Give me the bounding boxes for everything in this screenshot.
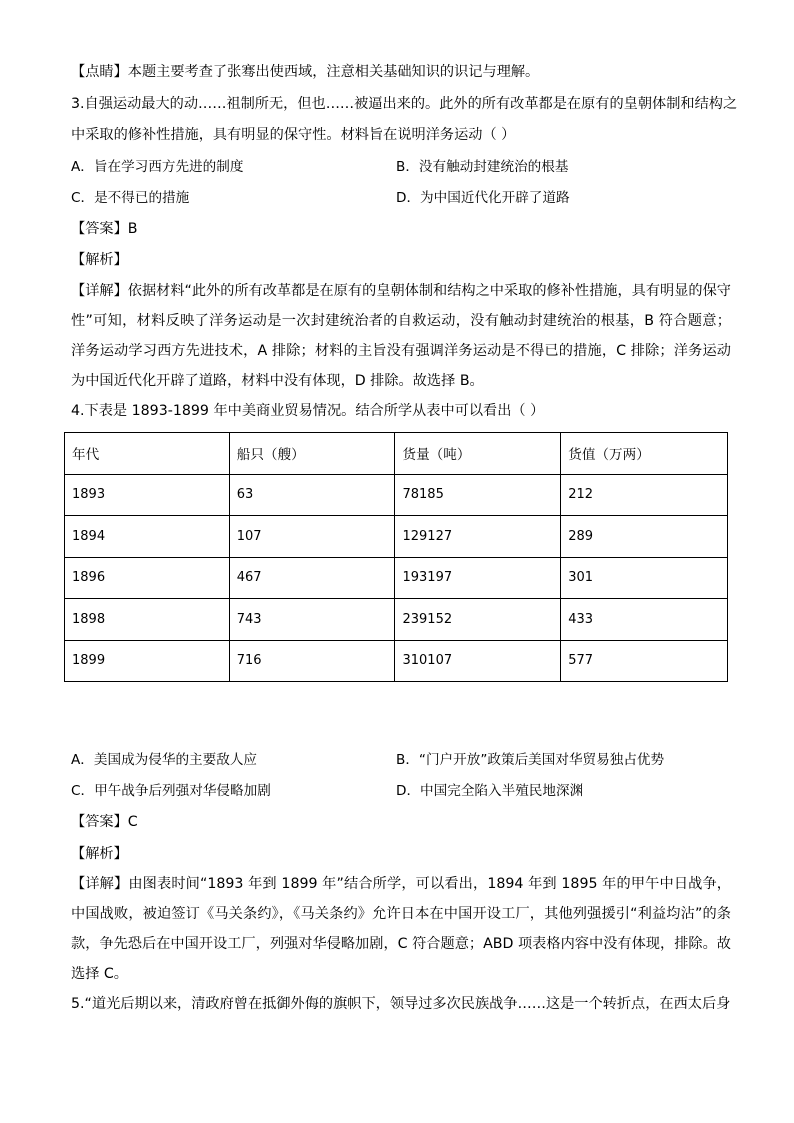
q4-option-c: C．甲午战争后列强对华侵略加剧 — [71, 783, 271, 799]
table-cell: 1894 — [65, 516, 230, 558]
table-cell: 289 — [561, 516, 728, 558]
table-header-row — [65, 433, 728, 475]
table-cell: 310107 — [395, 640, 561, 682]
table-cell: 716 — [229, 640, 395, 682]
q3-answer: 【答案】B — [71, 220, 138, 237]
table-header-cell: 货量（吨） — [395, 433, 561, 475]
q4-options-row-1 — [71, 750, 731, 770]
q3-option-a: A．旨在学习西方先进的制度 — [71, 158, 244, 175]
table-cell: 433 — [561, 599, 728, 641]
q3-options-row-2 — [71, 188, 731, 208]
table-row — [65, 474, 728, 516]
q3-options-row-1 — [71, 157, 731, 177]
q4-analysis-label: 【解析】 — [71, 845, 128, 862]
q5-stem-line-1: 5.“道光后期以来，清政府曾在抵御外侮的旗帜下，领导过多次民族战争……这是一个转折点，在西太后身 — [71, 996, 731, 1012]
table-cell: 1896 — [65, 557, 230, 599]
table-cell: 743 — [229, 599, 395, 641]
spacer — [71, 682, 731, 750]
trade-table — [64, 432, 728, 682]
table-row — [65, 599, 728, 641]
table-row — [65, 640, 728, 682]
table-cell: 193197 — [395, 557, 561, 599]
q3-analysis-label: 【解析】 — [71, 252, 128, 268]
q4-option-d: D．中国完全陷入半殖民地深渊 — [396, 783, 584, 799]
q3-option-b: B．没有触动封建统治的根基 — [396, 158, 569, 175]
table-header-cell: 年代 — [65, 433, 230, 475]
q3-option-d: D．为中国近代化开辟了道路 — [396, 189, 570, 206]
document-page — [71, 62, 738, 1026]
q3-stem-line-2: 中采取的修补性措施，具有明显的保守性。材料旨在说明洋务运动（ ） — [71, 127, 516, 143]
q3-option-c: C．是不得已的措施 — [71, 189, 190, 206]
q4-option-b: B．“门户开放”政策后美国对华贸易独占优势 — [396, 752, 665, 768]
table-row — [65, 557, 728, 599]
table-cell: 467 — [229, 557, 395, 599]
table-cell: 107 — [229, 516, 395, 558]
table-header-cell: 船只（艘） — [229, 433, 395, 475]
q3-detail: 【详解】依据材料“此外的所有改革都是在原有的皇朝体制和结构之中采取的修补性措施，具有明显的保守性”可知，材料反映了洋务运动是一次封建统治者的自救运动，没有触动封建统治的根基，B 符合题意；洋务运动学习西方先进技术，A 排除；材料的主旨没有强调洋务运动是不得已的措施，C 排除；洋务运动为中国近代化开辟了道路，材料中没有体现，D 排除。故选择 B。 — [71, 282, 731, 389]
q4-stem: 4.下表是 1893-1899 年中美商业贸易情况。结合所学从表中可以看出（ ） — [71, 402, 545, 419]
table-cell: 63 — [229, 474, 395, 516]
table-cell: 301 — [561, 557, 728, 599]
q4-answer: 【答案】C — [71, 814, 138, 830]
q2-note: 【点睛】本题主要考查了张骞出使西域，注意相关基础知识的识记与理解。 — [71, 64, 540, 80]
table-cell: 1898 — [65, 599, 230, 641]
table-cell: 78185 — [395, 474, 561, 516]
table-row — [65, 516, 728, 558]
table-cell: 239152 — [395, 599, 561, 641]
q4-option-a: A．美国成为侵华的主要敌人应 — [71, 752, 258, 768]
q3-stem-line-1: 3.自强运动最大的动……祖制所无，但也……被逼出来的。此外的所有改革都是在原有的皇朝体制和结构之 — [71, 95, 738, 112]
table-header-cell: 货值（万两） — [561, 433, 728, 475]
q4-detail: 【详解】由图表时间“1893 年到 1899 年”结合所学，可以看出，1894 年到 1895 年的甲午中日战争，中国战败，被迫签订《马关条约》，《马关条约》允许日本在中国开设工厂，其他列强援引“利益均沾”的条款，争先恐后在中国开设工厂，列强对华侵略加剧，C 符合题意；ABD 项表格内容中没有体现，排除。故选择 C。 — [71, 876, 731, 982]
table-cell: 1893 — [65, 474, 230, 516]
table-cell: 577 — [561, 640, 728, 682]
table-cell: 129127 — [395, 516, 561, 558]
q4-options-row-2 — [71, 781, 731, 801]
table-cell: 212 — [561, 474, 728, 516]
table-cell: 1899 — [65, 640, 230, 682]
